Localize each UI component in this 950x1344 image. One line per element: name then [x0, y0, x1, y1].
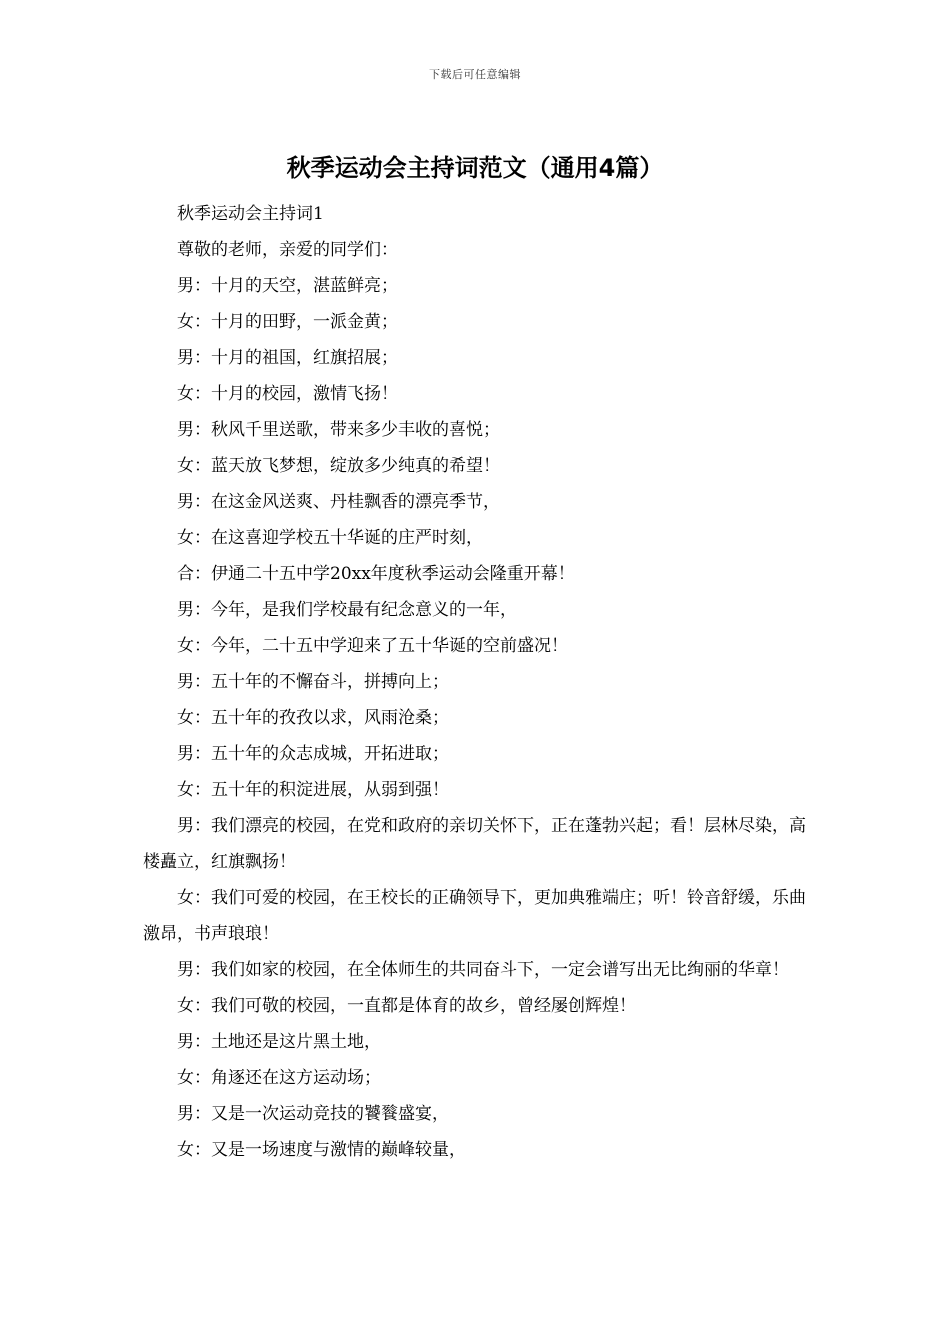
paragraph: 女：在这喜迎学校五十华诞的庄严时刻，	[177, 528, 483, 548]
paragraph: 男：我们漂亮的校园，在党和政府的亲切关怀下，正在蓬勃兴起；看！层林尽染，高楼矗立，红旗飘扬！	[143, 816, 806, 872]
paragraph: 男：五十年的众志成城，开拓进取；	[177, 744, 449, 764]
paragraph: 女：五十年的积淀进展，从弱到强！	[177, 780, 449, 800]
paragraph: 男：十月的祖国，红旗招展；	[177, 348, 398, 368]
paragraph: 男：又是一次运动竞技的饕餮盛宴，	[177, 1104, 449, 1124]
paragraph: 男：土地还是这片黑土地，	[177, 1032, 381, 1052]
paragraph: 女：今年，二十五中学迎来了五十华诞的空前盛况！	[177, 636, 568, 656]
paragraph: 女：十月的田野，一派金黄；	[177, 312, 398, 332]
document-body	[143, 196, 808, 1168]
paragraph: 男：十月的天空，湛蓝鲜亮；	[177, 276, 398, 296]
paragraph: 合：伊通二十五中学20xx年度秋季运动会隆重开幕！	[177, 564, 575, 584]
paragraph: 女：五十年的孜孜以求，风雨沧桑；	[177, 708, 449, 728]
paragraph: 女：角逐还在这方运动场；	[177, 1068, 381, 1088]
paragraph: 男：今年，是我们学校最有纪念意义的一年，	[177, 600, 517, 620]
paragraph: 女：蓝天放飞梦想，绽放多少纯真的希望！	[177, 456, 500, 476]
paragraph: 男：我们如家的校园，在全体师生的共同奋斗下，一定会谱写出无比绚丽的华章！	[177, 960, 789, 980]
header-note: 下载后可任意编辑	[429, 68, 521, 81]
paragraph: 女：我们可爱的校园，在王校长的正确领导下，更加典雅端庄；听！铃音舒缓，乐曲激昂，书声琅琅！	[143, 888, 806, 944]
paragraph: 女：十月的校园，激情飞扬！	[177, 384, 398, 404]
paragraph: 尊敬的老师，亲爱的同学们：	[177, 240, 398, 260]
document-title: 秋季运动会主持词范文（通用4篇）	[286, 154, 664, 182]
paragraph: 男：在这金风送爽、丹桂飘香的漂亮季节，	[177, 492, 500, 512]
paragraph: 女：又是一场速度与激情的巅峰较量，	[177, 1140, 466, 1160]
paragraph: 男：秋风千里送歌，带来多少丰收的喜悦；	[177, 420, 500, 440]
paragraph: 男：五十年的不懈奋斗，拼搏向上；	[177, 672, 449, 692]
paragraph: 秋季运动会主持词1	[177, 204, 324, 224]
paragraph: 女：我们可敬的校园，一直都是体育的故乡，曾经屡创辉煌！	[177, 996, 636, 1016]
